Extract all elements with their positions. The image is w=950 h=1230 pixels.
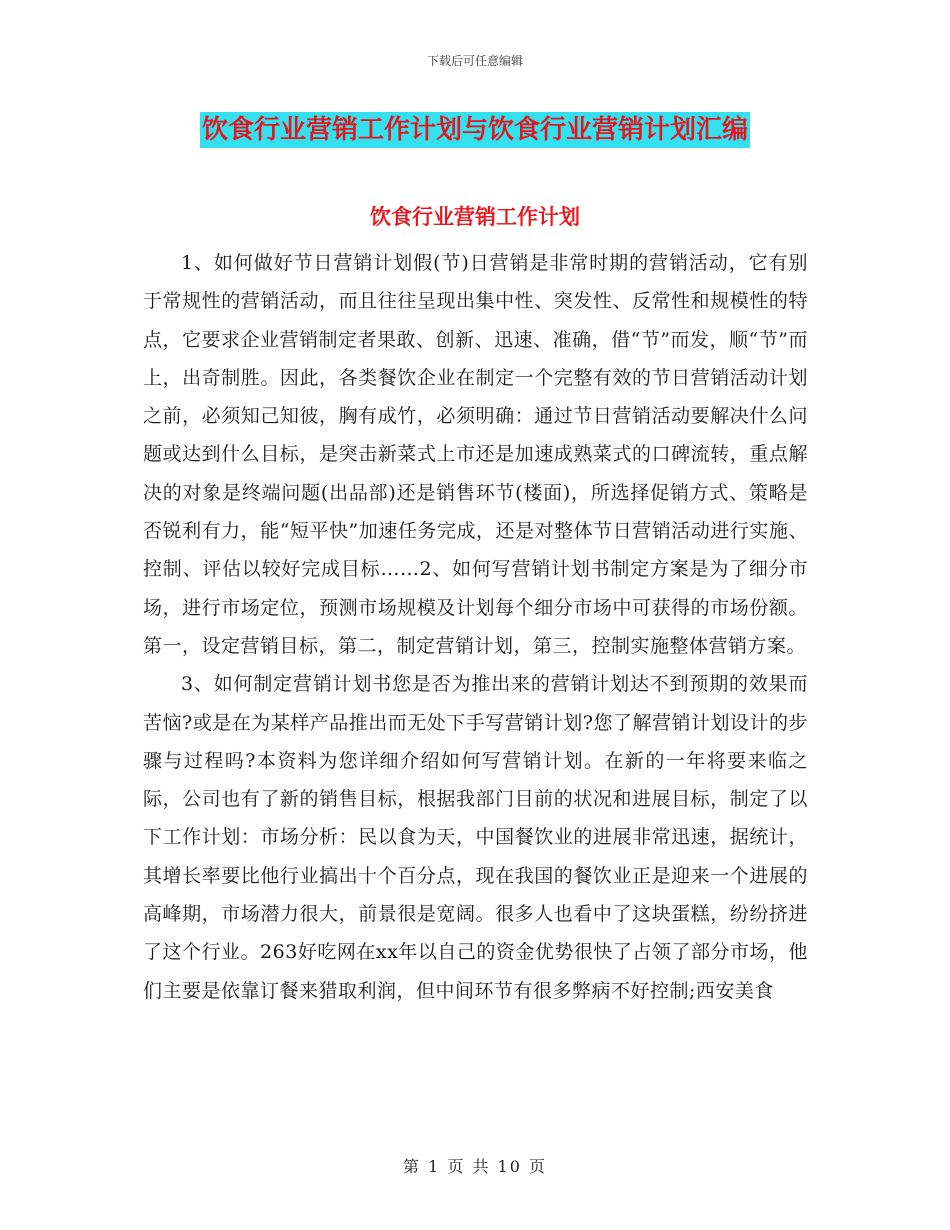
page-indicator: 第 1 页 共 10 页 <box>403 1157 547 1176</box>
document-title-container <box>0 112 950 148</box>
document-title: 饮食行业营销工作计划与饮食行业营销计划汇编 <box>200 112 750 148</box>
paragraph: 3、如何制定营销计划书您是否为推出来的营销计划达不到预期的效果而苦恼?或是在为某样产品推出而无处下手写营销计划?您了解营销计划设计的步骤与过程吗?本资料为您详细介绍如何写营销计划。在新的一年将要来临之际，公司也有了新的销售目标，根据我部门目前的状况和进展目标，制定了以下工作计划：市场分析：民以食为天，中国餐饮业的进展非常迅速，据统计，其增长率要比他行业搞出十个百分点，现在我国的餐饮业正是迎来一个进展的高峰期，市场潜力很大，前景很是宽阔。很多人也看中了这块蛋糕，纷纷挤进了这个行业。263好吃网在xx年以自己的资金优势很快了占领了部分市场，他们主要是依靠订餐来猎取利润，但中间环节有很多弊病不好控制;西安美食 <box>143 673 808 1002</box>
section-title: 饮食行业营销工作计划 <box>370 205 580 229</box>
header-note: 下载后可任意编辑 <box>426 54 523 68</box>
paragraph: 1、如何做好节日营销计划假(节)日营销是非常时期的营销活动，它有别于常规性的营销活动，而且往往呈现出集中性、突发性、反常性和规模性的特点，它要求企业营销制定者果敢、创新、迅速、准确，借“节”而发，顺“节”而上，出奇制胜。因此，各类餐饮企业在制定一个完整有效的节日营销活动计划之前，必须知己知彼，胸有成竹，必须明确：通过节日营销活动要解决什么问题或达到什么目标，是突击新菜式上市还是加速成熟菜式的口碑流转，重点解决的对象是终端问题(出品部)还是销售环节(楼面)，所选择促销方式、策略是否锐利有力，能“短平快”加速任务完成，还是对整体节日营销活动进行实施、控制、评估以较好完成目标……2、如何写营销计划书制定方案是为了细分市场，进行市场定位，预测市场规模及计划每个细分市场中可获得的市场份额。第一，设定营销目标，第二，制定营销计划，第三，控制实施整体营销方案。 <box>143 252 808 657</box>
body-text <box>143 244 808 1010</box>
